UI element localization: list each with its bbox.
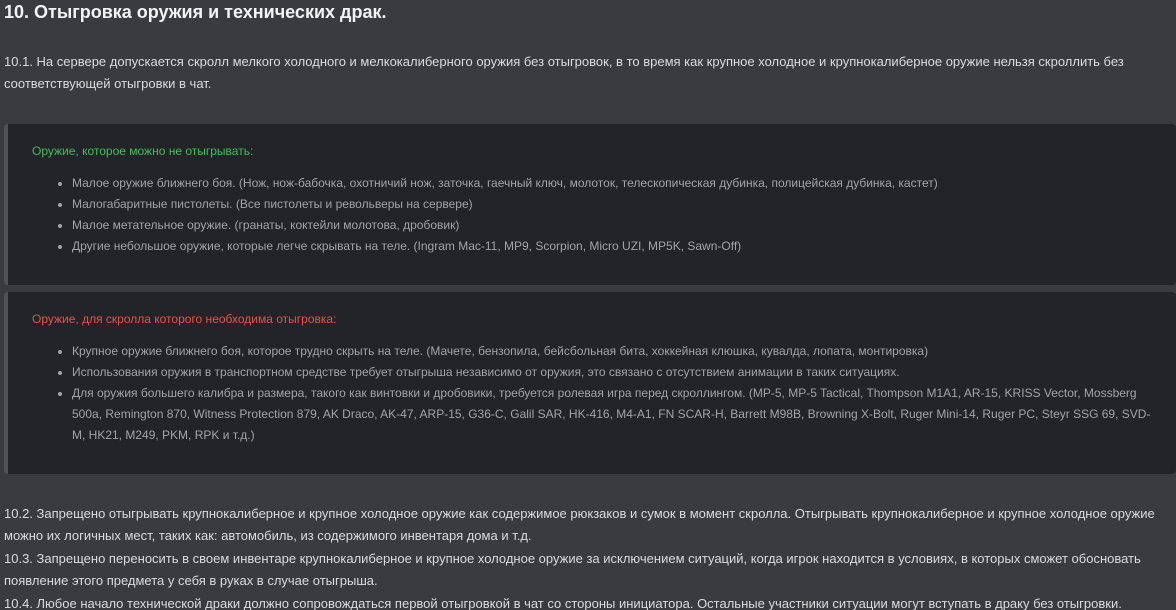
rule-10-2: 10.2. Запрещено отыгрывать крупнокалиберное и крупное холодное оружие как содержимое рюкзаков и сумок в момент скролла. Отыгрывать крупнокалиберное и крупное холодное оружие можно их логичных мест, таких как: автомобиль, из содержимого инвентаря дома и т.д. [4,506,1155,543]
rp-required-weapons-title: Оружие, для скролла которого необходима отыгровка: [32,312,337,326]
list-item: • Малогабаритные пистолеты. (Все пистолеты и револьверы на сервере) [72,194,1172,215]
list-item: • Крупное оружие ближнего боя, которое трудно скрыть на теле. (Мачете, бензопила, бейсбольная бита, хоккейная клюшка, кувалда, лопата, монтировка) [72,341,1152,362]
rp-required-weapons-box [4,292,1176,474]
list-item: • Другие небольшое оружие, которые легче скрывать на теле. (Ingram Mac-11, MP9, Scorpion, Micro UZI, MP5K, Sawn-Off) [72,236,1172,257]
rp-required-weapons-list [32,341,1152,446]
list-item: • Малое оружие ближнего боя. (Нож, нож-бабочка, охотничий нож, заточка, гаечный ключ, молоток, телескопическая дубинка, полицейская дубинка, кастет) [72,173,1172,194]
rule-10-1: 10.1. На сервере допускается скролл мелкого холодного и мелкокалиберного оружия без отыгровок, в то время как крупное холодное и крупнокалиберное оружие нельзя скроллить без соответствующей отыгровки в чат. [4,54,1124,91]
list-item: • Для оружия большего калибра и размера, такого как винтовки и дробовики, требуется ролевая игра перед скроллингом. (MP-5, MP-5 Tactical, Thompson M1A1, AR-15, KRISS Vector, Mossberg 500a, Remington 870, Witness Protection 879, AK Draco, AK-47, ARP-15, G36-C, Galil SAR, HK-416, M4-A1, FN SCAR-H, Barrett M98B, Browning X-Bolt, Ruger Mini-14, Ruger PC, Steyr SSG 69, SVD-M, HK21, M249, PKM, RPK и т.д.) [72,383,1152,446]
no-rp-weapons-list [32,173,1172,257]
list-item: • Использования оружия в транспортном средстве требует отыгрыша независимо от оружия, это связано с отсутствием анимации в таких ситуациях. [72,362,1152,383]
no-rp-weapons-box [4,124,1176,285]
rule-10-3: 10.3. Запрещено переносить в своем инвентаре крупнокалиберное и крупное холодное оружие за исключением ситуаций, когда игрок находится в условиях, в которых сможет обосновать появление этого предмета у себя в руках в случае отыгрыша. [4,551,1141,588]
section-heading: 10. Отыгровка оружия и технических драк. [4,2,387,22]
rule-10-4: 10.4. Любое начало технической драки должно сопровождаться первой отыгровкой в чат со стороны инициатора. Остальные участники ситуации могут вступать в драку без отыгровки. [4,596,1122,610]
list-item: • Малое метательное оружие. (гранаты, коктейли молотова, дробовик) [72,215,1172,236]
no-rp-weapons-title: Оружие, которое можно не отыгрывать: [32,144,254,158]
